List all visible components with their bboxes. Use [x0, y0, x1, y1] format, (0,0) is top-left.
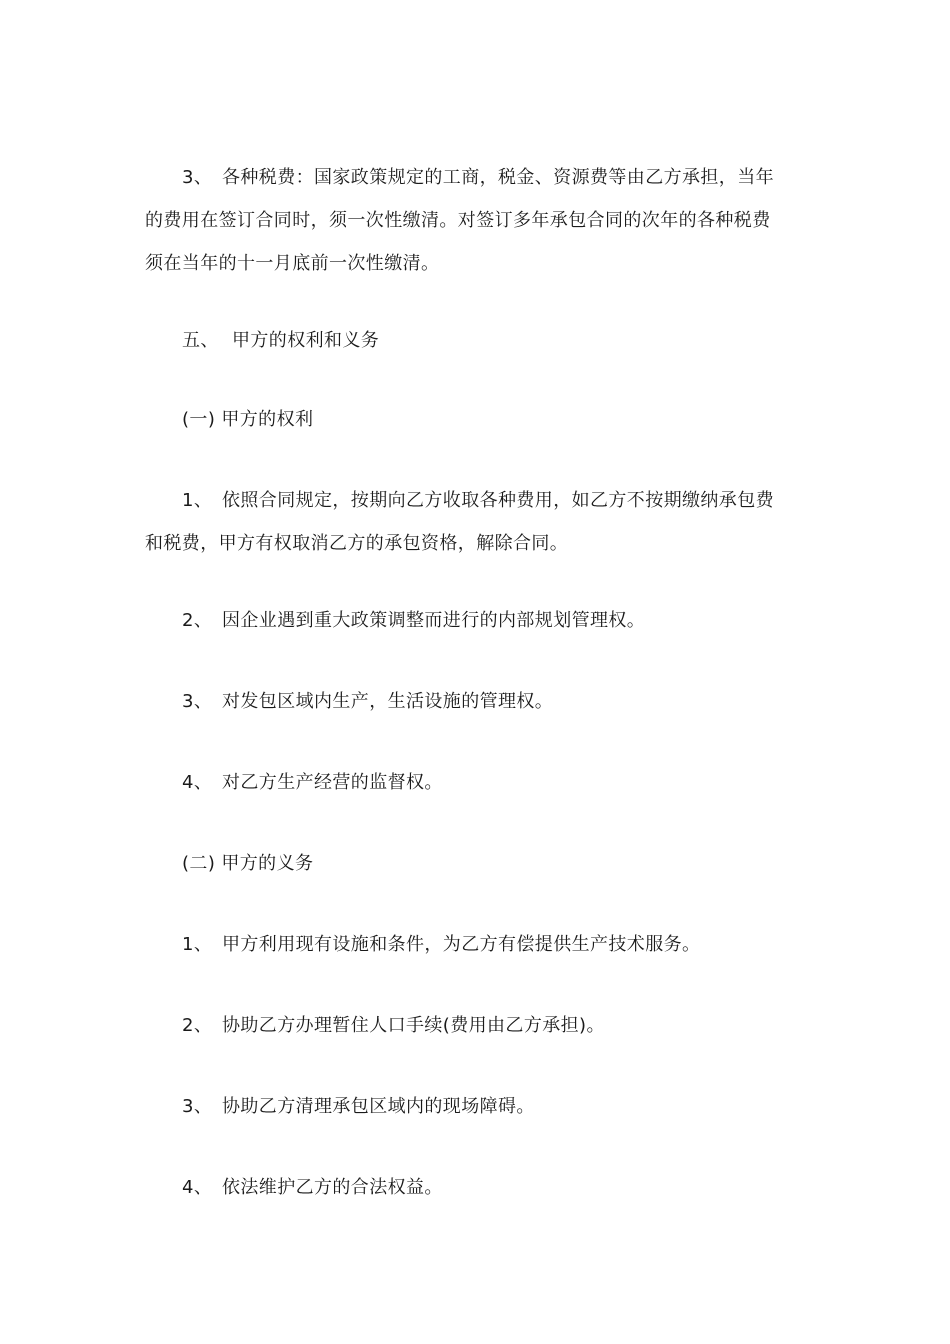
obligations-item-4-number: 4、 [182, 1177, 213, 1198]
obligations-item-3 [182, 1095, 535, 1119]
obligations-item-3-number: 3、 [182, 1096, 213, 1117]
rights-item-1-line-1 [182, 489, 774, 513]
rights-item-1-number: 1、 [182, 490, 213, 511]
obligations-heading-text: (二) 甲方的义务 [182, 853, 314, 874]
section-5-number: 五、 [182, 330, 219, 351]
rights-item-2 [182, 609, 645, 633]
tax-paragraph-line-3 [145, 252, 439, 276]
rights-item-3-text: 对发包区域内生产，生活设施的管理权。 [222, 691, 554, 712]
section-5-heading [182, 329, 379, 353]
section-5-title: 甲方的权利和义务 [232, 330, 380, 351]
rights-item-4-text: 对乙方生产经营的监督权。 [222, 772, 443, 793]
obligations-item-3-text: 协助乙方清理承包区域内的现场障碍。 [222, 1096, 535, 1117]
rights-item-2-number: 2、 [182, 610, 213, 631]
obligations-item-2 [182, 1014, 605, 1038]
obligations-item-4-text: 依法维护乙方的合法权益。 [222, 1177, 443, 1198]
rights-item-1-text-1: 依照合同规定，按期向乙方收取各种费用，如乙方不按期缴纳承包费 [222, 490, 774, 511]
tax-paragraph-line-2 [145, 209, 771, 233]
rights-item-1-text-2: 和税费，甲方有权取消乙方的承包资格，解除合同。 [145, 533, 569, 554]
obligations-item-1-text: 甲方利用现有设施和条件，为乙方有偿提供生产技术服务。 [222, 934, 701, 955]
obligations-item-1 [182, 933, 700, 957]
rights-item-4-number: 4、 [182, 772, 213, 793]
obligations-heading [182, 852, 313, 876]
obligations-item-4 [182, 1176, 443, 1200]
tax-text-line-2: 的费用在签订合同时，须一次性缴清。对签订多年承包合同的次年的各种税费 [145, 210, 771, 231]
tax-paragraph-line-1 [182, 166, 774, 190]
tax-text-line-3: 须在当年的十一月底前一次性缴清。 [145, 253, 440, 274]
rights-item-3-number: 3、 [182, 691, 213, 712]
tax-item-number: 3、 [182, 167, 213, 188]
obligations-item-2-number: 2、 [182, 1015, 213, 1036]
rights-item-1-line-2 [145, 532, 568, 556]
obligations-item-1-number: 1、 [182, 934, 213, 955]
rights-item-4 [182, 771, 443, 795]
rights-item-2-text: 因企业遇到重大政策调整而进行的内部规划管理权。 [222, 610, 646, 631]
rights-heading [182, 408, 313, 432]
rights-item-3 [182, 690, 553, 714]
tax-text-line-1: 各种税费：国家政策规定的工商，税金、资源费等由乙方承担，当年 [222, 167, 774, 188]
rights-heading-text: (一) 甲方的权利 [182, 409, 314, 430]
obligations-item-2-text: 协助乙方办理暂住人口手续(费用由乙方承担)。 [222, 1015, 605, 1036]
